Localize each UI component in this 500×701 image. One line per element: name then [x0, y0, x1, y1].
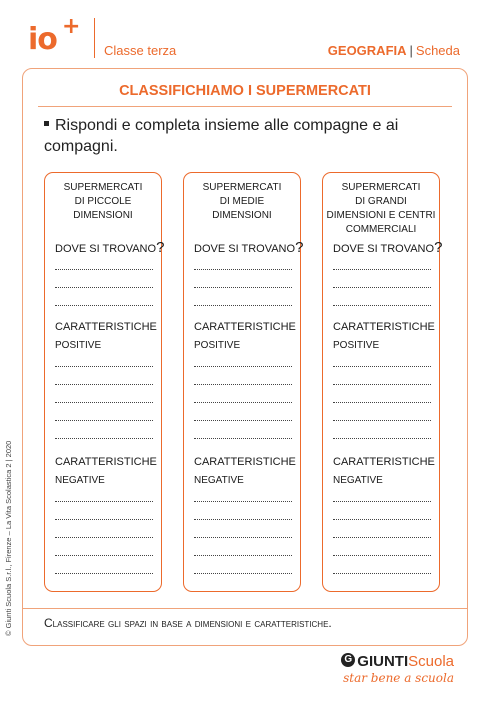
subject-label	[328, 43, 460, 58]
positive-label: POSITIVE	[333, 340, 380, 351]
heading-line: SUPERMERCATI	[63, 182, 143, 193]
column-heading	[184, 181, 300, 223]
answer-line[interactable]	[55, 573, 153, 574]
io-plus-logo	[28, 16, 88, 60]
characteristics-label: CARATTERISTICHE	[194, 456, 296, 468]
answer-line[interactable]	[194, 501, 292, 502]
footer-divider	[22, 608, 468, 609]
answer-line[interactable]	[194, 537, 292, 538]
where-text: DOVE SI TROVANO	[55, 243, 157, 255]
answer-line[interactable]	[55, 501, 153, 502]
answer-line[interactable]	[194, 366, 292, 367]
answer-line[interactable]	[194, 269, 292, 270]
heading-line: SUPERMERCATI	[202, 182, 282, 193]
answer-line[interactable]	[333, 420, 431, 421]
negative-label: NEGATIVE	[55, 475, 105, 486]
instruction-text: Rispondi e completa insieme alle compagne e ai compagni.	[44, 117, 399, 155]
answer-line[interactable]	[194, 519, 292, 520]
header-divider	[94, 18, 95, 58]
column-heading	[45, 181, 161, 223]
answer-line[interactable]	[333, 402, 431, 403]
answer-line[interactable]	[333, 305, 431, 306]
characteristics-label: CARATTERISTICHE	[333, 321, 435, 333]
characteristics-label: CARATTERISTICHE	[55, 321, 157, 333]
answer-line[interactable]	[55, 402, 153, 403]
answer-line[interactable]	[194, 420, 292, 421]
answer-line[interactable]	[55, 305, 153, 306]
heading-line: DIMENSIONI E CENTRI	[326, 210, 436, 221]
answer-line[interactable]	[55, 287, 153, 288]
publisher-tagline: star bene a scuola	[343, 671, 454, 685]
worksheet-title: CLASSIFICHIAMO I SUPERMERCATI	[119, 83, 371, 99]
column-large	[322, 172, 443, 592]
answer-line[interactable]	[55, 384, 153, 385]
heading-line: DIMENSIONI	[73, 210, 133, 221]
sheet-label: Scheda	[415, 43, 460, 58]
heading-line: SUPERMERCATI	[341, 182, 421, 193]
answer-line[interactable]	[194, 555, 292, 556]
answer-line[interactable]	[55, 269, 153, 270]
answer-line[interactable]	[194, 287, 292, 288]
answer-line[interactable]	[55, 555, 153, 556]
subject-separator: |	[409, 43, 413, 58]
answer-line[interactable]	[333, 501, 431, 502]
logo-text: io	[28, 22, 57, 57]
heading-line: DI PICCOLE	[74, 196, 132, 207]
answer-line[interactable]	[333, 366, 431, 367]
bullet-icon	[44, 121, 49, 126]
where-text: DOVE SI TROVANO	[194, 243, 296, 255]
characteristics-label: CARATTERISTICHE	[194, 321, 296, 333]
answer-line[interactable]	[55, 438, 153, 439]
column-heading	[323, 181, 439, 237]
where-label	[194, 239, 303, 256]
heading-line: DI GRANDI	[355, 196, 407, 207]
answer-line[interactable]	[194, 573, 292, 574]
answer-line[interactable]	[194, 384, 292, 385]
where-label	[333, 239, 442, 256]
answer-line[interactable]	[333, 384, 431, 385]
publisher-logo	[341, 653, 454, 685]
title-divider	[38, 106, 452, 107]
question-mark: ?	[156, 239, 165, 256]
publisher-name-b: Scuola	[408, 653, 454, 670]
answer-line[interactable]	[55, 420, 153, 421]
answer-line[interactable]	[55, 519, 153, 520]
column-small	[44, 172, 165, 592]
answer-line[interactable]	[194, 305, 292, 306]
subject-name: GEOGRAFIA	[327, 43, 407, 58]
footer-objective: Classificare gli spazi in base a dimensioni e caratteristiche.	[44, 616, 332, 630]
negative-label: NEGATIVE	[333, 475, 383, 486]
instruction	[44, 115, 454, 157]
answer-line[interactable]	[333, 519, 431, 520]
negative-label: NEGATIVE	[194, 475, 244, 486]
answer-line[interactable]	[55, 537, 153, 538]
answer-line[interactable]	[333, 287, 431, 288]
giunti-g-icon: G	[341, 653, 355, 667]
question-mark: ?	[434, 239, 443, 256]
heading-line: COMMERCIALI	[345, 224, 417, 235]
characteristics-label: CARATTERISTICHE	[333, 456, 435, 468]
where-label	[55, 239, 164, 256]
answer-line[interactable]	[333, 438, 431, 439]
answer-line[interactable]	[333, 555, 431, 556]
heading-line: DIMENSIONI	[212, 210, 272, 221]
question-mark: ?	[295, 239, 304, 256]
answer-line[interactable]	[55, 366, 153, 367]
publisher-name-a: GIUNTI	[357, 653, 409, 670]
answer-line[interactable]	[333, 269, 431, 270]
positive-label: POSITIVE	[194, 340, 241, 351]
characteristics-label: CARATTERISTICHE	[55, 456, 157, 468]
where-text: DOVE SI TROVANO	[333, 243, 435, 255]
publisher-name	[341, 653, 454, 670]
answer-line[interactable]	[194, 402, 292, 403]
positive-label: POSITIVE	[55, 340, 102, 351]
answer-line[interactable]	[194, 438, 292, 439]
answer-line[interactable]	[333, 537, 431, 538]
logo-plus: +	[62, 14, 81, 39]
heading-line: DI MEDIE	[219, 196, 265, 207]
column-medium	[183, 172, 304, 592]
copyright-note: © Giunti Scuola S.r.l., Firenze – La Vita Scolastica 2 | 2020	[4, 440, 13, 636]
answer-line[interactable]	[333, 573, 431, 574]
class-level: Classe terza	[104, 43, 177, 58]
